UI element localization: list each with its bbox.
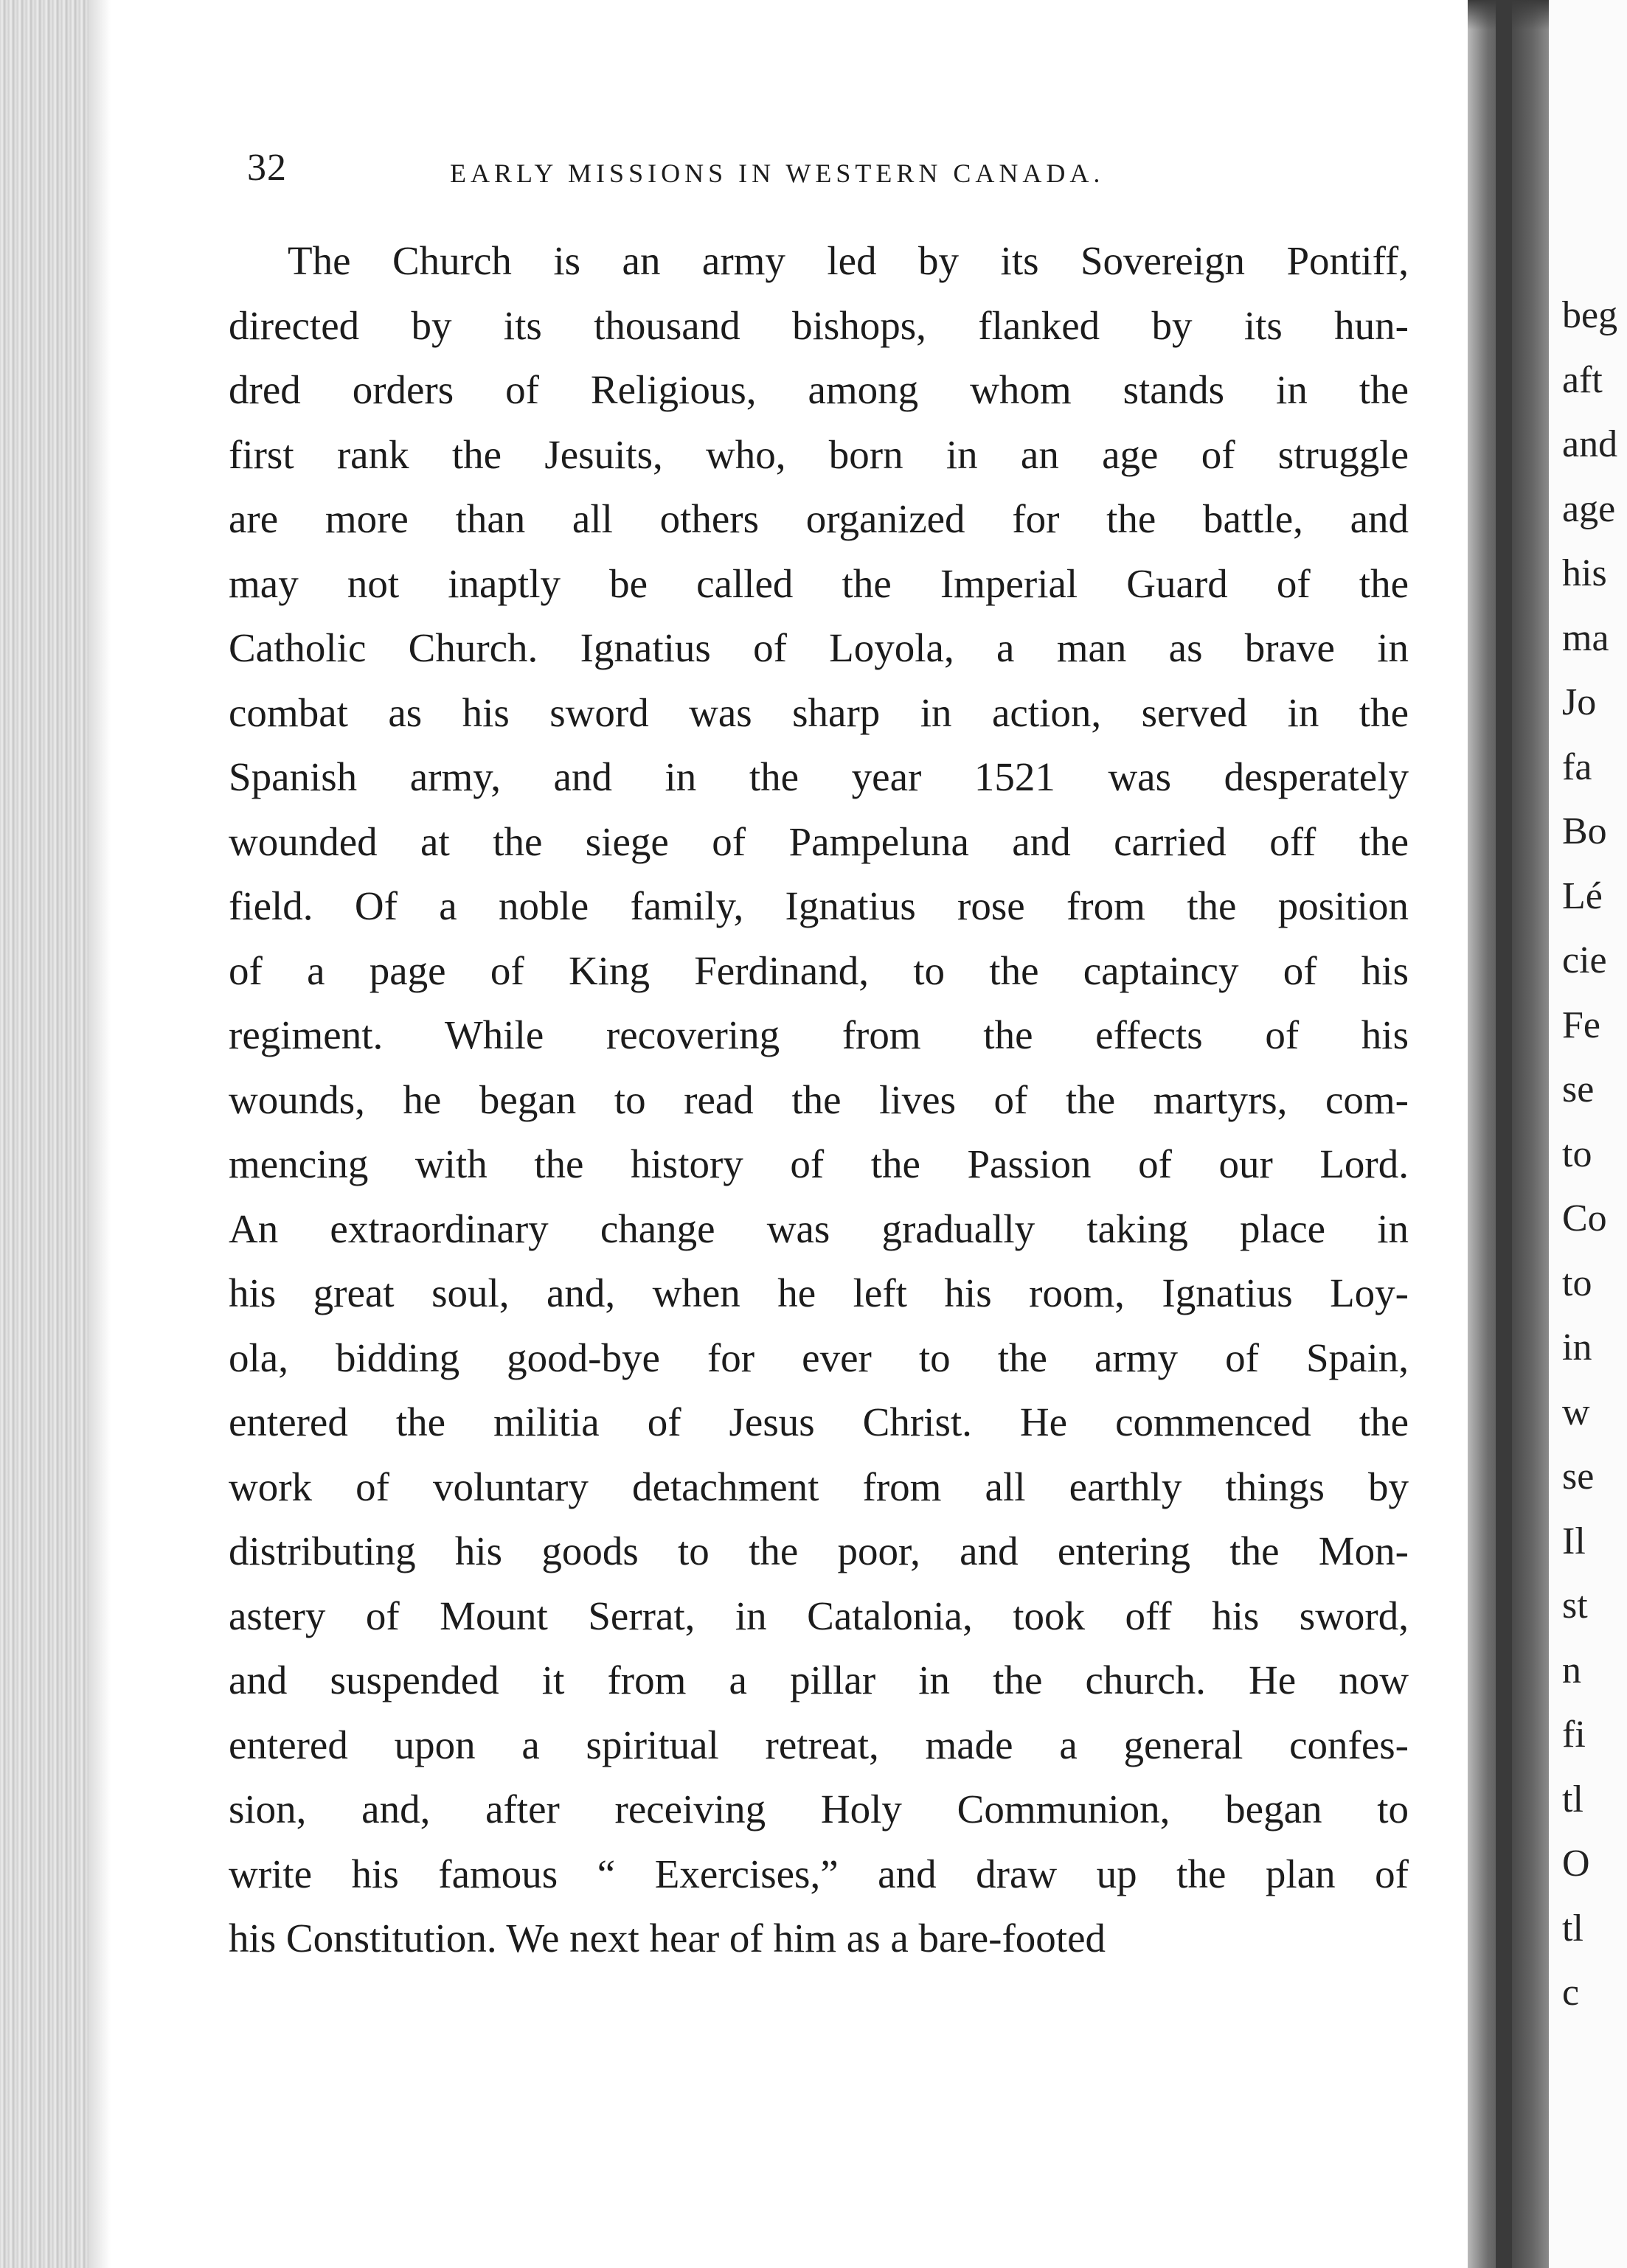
facing-page-fragment: in (1562, 1326, 1592, 1368)
facing-page-fragment: c (1562, 1972, 1580, 2014)
text-line: first rank the Jesuits, who, born in an age of struggle (229, 431, 1409, 477)
facing-page-fragment: to (1562, 1262, 1592, 1304)
text-line: his great soul, and, when he left his room, Ignatius Loy- (229, 1270, 1409, 1315)
text-line: Catholic Church. Ignatius of Loyola, a man as brave in (229, 625, 1409, 670)
text-line: Spanish army, and in the year 1521 was desperately (229, 754, 1409, 799)
text-line: entered upon a spiritual retreat, made a general confes- (229, 1722, 1409, 1767)
facing-page-fragment: Fe (1562, 1003, 1600, 1046)
text-line: astery of Mount Serrat, in Catalonia, took off his sword, (229, 1593, 1409, 1638)
page-number: 32 (247, 147, 287, 189)
text-line: An extraordinary change was gradually taking place in (229, 1206, 1409, 1251)
text-line: write his famous “ Exercises,” and draw up the plan of (229, 1851, 1409, 1896)
text-line: his Constitution. We next hear of him as a bare-footed (229, 1916, 1106, 1961)
page-edge-fade (89, 0, 111, 2268)
binding-gutter-core (1496, 0, 1512, 2268)
text-line: The Church is an army led by its Sovereign Pontiff, (288, 238, 1409, 283)
text-line: directed by its thousand bishops, flanked by its hun- (229, 302, 1409, 348)
facing-page-fragment: his (1562, 552, 1607, 594)
facing-page-fragment: tl (1562, 1778, 1583, 1820)
text-line: combat as his sword was sharp in action, served in the (229, 689, 1409, 735)
text-line: entered the militia of Jesus Christ. He commenced the (229, 1399, 1409, 1444)
running-head (229, 133, 1409, 206)
facing-page-fragment: Il (1562, 1520, 1586, 1562)
facing-page-fragment: Lé (1562, 874, 1603, 917)
text-line: mencing with the history of the Passion of our Lord. (229, 1141, 1409, 1186)
text-line: distributing his goods to the poor, and entering the Mon- (229, 1528, 1409, 1573)
facing-page-fragment: tl (1562, 1907, 1583, 1949)
text-line: field. Of a noble family, Ignatius rose from the position (229, 883, 1409, 928)
running-title: EARLY MISSIONS IN WESTERN CANADA. (450, 159, 1105, 188)
text-line: dred orders of Religious, among whom stands in the (229, 367, 1409, 412)
facing-page-fragment: cie (1562, 939, 1607, 981)
facing-page-fragment: age (1562, 487, 1616, 530)
text-line: of a page of King Ferdinand, to the captaincy of his (229, 947, 1409, 993)
facing-page-fragment: n (1562, 1649, 1581, 1691)
facing-page-fragment: aft (1562, 358, 1603, 401)
text-line: wounded at the siege of Pampeluna and carried off the (229, 818, 1409, 864)
text-line: and suspended it from a pillar in the church. He now (229, 1657, 1409, 1702)
facing-page-fragment: Jo (1562, 681, 1597, 723)
text-line: wounds, he began to read the lives of the martyrs, com- (229, 1076, 1409, 1122)
facing-page-fragment: Bo (1562, 810, 1607, 852)
facing-page-fragment: se (1562, 1455, 1595, 1497)
facing-page-fragment: fi (1562, 1714, 1586, 1756)
facing-page-fragment: O (1562, 1843, 1590, 1885)
body-text (229, 229, 1409, 1971)
facing-page-fragment: Co (1562, 1197, 1607, 1239)
page-edge-stack (0, 0, 89, 2268)
facing-page-fragment: st (1562, 1585, 1588, 1627)
facing-page-fragment: ma (1562, 616, 1609, 659)
text-line: ola, bidding good-bye for ever to the army of Spain, (229, 1335, 1409, 1380)
facing-page-text-fragments (1562, 283, 1627, 2025)
facing-page-fragment: and (1562, 423, 1618, 465)
book-page (229, 133, 1409, 1971)
facing-page-fragment: to (1562, 1133, 1592, 1175)
text-line: work of voluntary detachment from all earthly things by (229, 1464, 1409, 1509)
text-line: may not inaptly be called the Imperial Guard of the (229, 560, 1409, 606)
facing-page-fragment: beg (1562, 294, 1618, 336)
text-line: regiment. While recovering from the effects of his (229, 1012, 1409, 1057)
facing-page-fragment: se (1562, 1068, 1595, 1110)
facing-page-fragment: fa (1562, 745, 1592, 788)
facing-page-fragment: w (1562, 1391, 1590, 1433)
text-line: are more than all others organized for the battle, and (229, 496, 1409, 541)
text-line: sion, and, after receiving Holy Communion, began to (229, 1787, 1409, 1832)
